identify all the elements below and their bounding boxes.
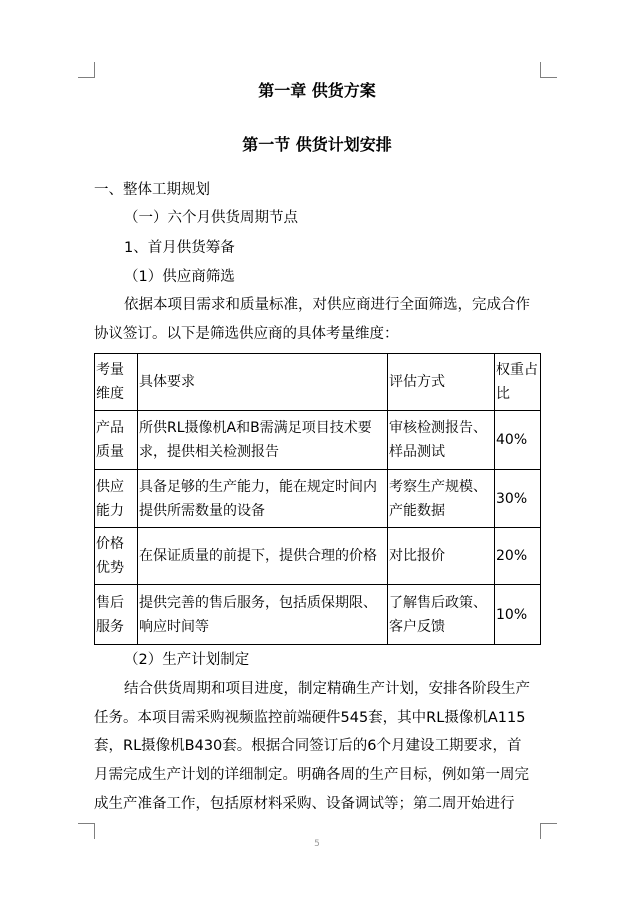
- table-row: [95, 585, 541, 645]
- table-cell: 对比报价: [388, 528, 495, 585]
- page-number: 5: [314, 839, 320, 849]
- crop-mark-bottom-left: [94, 823, 95, 839]
- paragraph-line: 协议签订。以下是筛选供应商的具体考量维度：: [94, 326, 399, 342]
- table-cell: 具备足够的生产能力，能在规定时间内提供所需数量的设备: [138, 470, 388, 528]
- table-cell: 10%: [495, 585, 541, 645]
- section-title: 第一节 供货计划安排: [242, 135, 392, 154]
- table-cell: 在保证质量的前提下，提供合理的价格: [138, 528, 388, 585]
- table-cell: 产品质量: [95, 411, 138, 470]
- table-cell: 20%: [495, 528, 541, 585]
- paragraph-line: 套，RL摄像机B430套。根据合同签订后的6个月建设工期要求，首: [94, 738, 522, 754]
- table-header-cell: 考量维度: [95, 354, 138, 411]
- table-row: [95, 411, 541, 470]
- table-cell: 提供完善的售后服务，包括质保期限、响应时间等: [138, 585, 388, 645]
- table-header-cell: 具体要求: [138, 354, 388, 411]
- table-cell: 价格优势: [95, 528, 138, 585]
- heading-level2: （一）六个月供货周期节点: [124, 210, 298, 226]
- table-cell: 审核检测报告、样品测试: [388, 411, 495, 470]
- table-cell: 售后服务: [95, 585, 138, 645]
- supplier-criteria-table: [94, 353, 541, 645]
- heading-level4: （1）供应商筛选: [124, 269, 235, 285]
- crop-mark-top-right: [540, 62, 541, 78]
- table-cell: 供应能力: [95, 470, 138, 528]
- table-row: [95, 470, 541, 528]
- paragraph-line: 结合供货周期和项目进度，制定精确生产计划，安排各阶段生产: [124, 681, 530, 697]
- table-header-row: [95, 354, 541, 411]
- heading-level4: （2）生产计划制定: [124, 652, 250, 668]
- table-row: [95, 528, 541, 585]
- heading-level3: 1、首月供货筹备: [124, 240, 235, 256]
- paragraph-line: 任务。本项目需采购视频监控前端硬件545套，其中RL摄像机A115: [94, 710, 526, 726]
- paragraph-line: 依据本项目需求和质量标准，对供应商进行全面筛选，完成合作: [124, 297, 530, 313]
- table-cell: 所供RL摄像机A和B需满足项目技术要求，提供相关检测报告: [138, 411, 388, 470]
- table-cell: 考察生产规模、产能数据: [388, 470, 495, 528]
- paragraph-line: 成生产准备工作，包括原材料采购、设备调试等；第二周开始进行: [94, 796, 515, 812]
- crop-mark-top-left: [94, 62, 95, 78]
- table-header-cell: 权重占比: [495, 354, 541, 411]
- table-cell: 30%: [495, 470, 541, 528]
- heading-level1: 一、整体工期规划: [94, 182, 210, 198]
- paragraph-line: 月需完成生产计划的详细制定。明确各周的生产目标，例如第一周完: [94, 767, 529, 783]
- table-header-cell: 评估方式: [388, 354, 495, 411]
- crop-mark-bottom-right: [540, 823, 541, 839]
- table-cell: 40%: [495, 411, 541, 470]
- chapter-title: 第一章 供货方案: [258, 81, 376, 100]
- crop-mark-bottom-right: [541, 823, 557, 824]
- table-cell: 了解售后政策、客户反馈: [388, 585, 495, 645]
- crop-mark-bottom-left: [78, 823, 94, 824]
